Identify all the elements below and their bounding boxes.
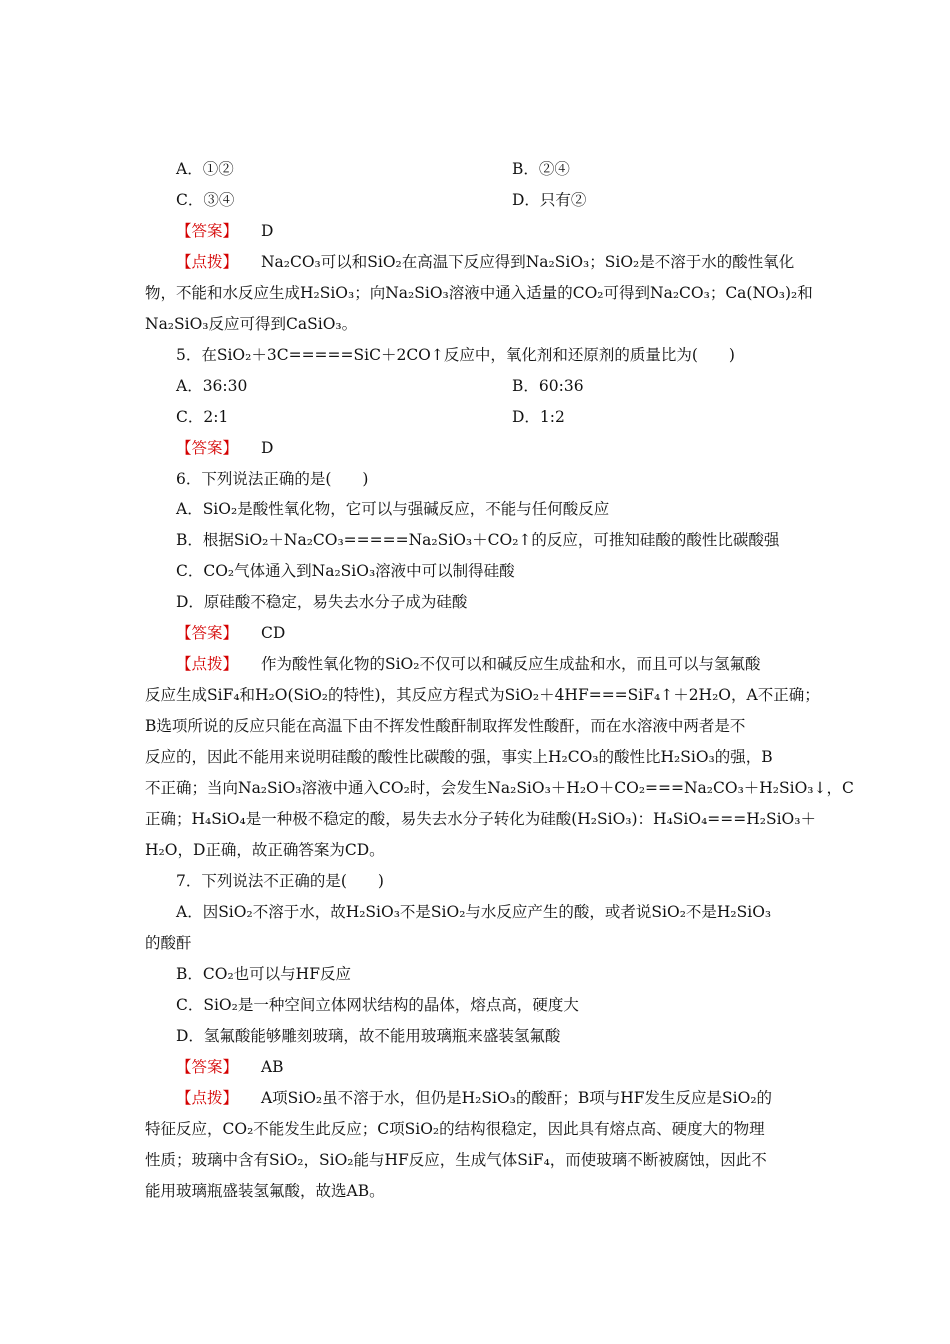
q7-hint-line-2: 特征反应，CO₂不能发生此反应；C项SiO₂的结构很稳定，因此具有熔点高、硬度大的物理 (145, 1120, 765, 1138)
q5-option-c: C．2:1 (176, 408, 229, 426)
answer-label: 【答案】 (176, 1058, 239, 1076)
hint-label: 【点拨】 (176, 253, 239, 271)
q7-hint-line-1 (176, 1087, 772, 1109)
hint-label: 【点拨】 (176, 1089, 239, 1107)
hint-text: Na₂CO₃可以和SiO₂在高温下反应得到Na₂SiO₃；SiO₂是不溶于水的酸性氧化 (260, 253, 795, 271)
answer-value: CD (260, 624, 286, 642)
q5-option-d: D．1:2 (512, 408, 565, 426)
q4-answer-row (176, 220, 273, 242)
q4-option-c: C．③④ (176, 191, 235, 209)
hint-label: 【点拨】 (176, 655, 239, 673)
q7-answer-row (176, 1056, 284, 1078)
q6-hint-line-2: 反应生成SiF₄和H₂O(SiO₂的特性)，其反应方程式为SiO₂＋4HF===SiF₄↑＋2H₂O，A不正确； (145, 686, 820, 704)
q6-hint-line-1 (176, 653, 760, 675)
q4-option-a: A．①② (176, 160, 234, 178)
hint-text: A项SiO₂虽不溶于水，但仍是H₂SiO₃的酸酐；B项与HF发生反应是SiO₂的 (260, 1089, 773, 1107)
q6-hint-line-6: 正确；H₄SiO₄是一种极不稳定的酸，易失去水分子转化为硅酸(H₂SiO₃)：H₄SiO₄===H₂SiO₃＋ (145, 810, 816, 828)
q7-option-a-line-2: 的酸酐 (145, 934, 192, 952)
answer-label: 【答案】 (176, 439, 239, 457)
q6-answer-row (176, 622, 285, 644)
q7-option-a-line-1: A．因SiO₂不溶于水，故H₂SiO₃不是SiO₂与水反应产生的酸，或者说SiO₂不是H₂SiO₃ (176, 903, 772, 921)
q7-option-d: D．氢氟酸能够雕刻玻璃，故不能用玻璃瓶来盛装氢氟酸 (176, 1027, 561, 1045)
q7-hint-line-3: 性质；玻璃中含有SiO₂，SiO₂能与HF反应，生成气体SiF₄，而使玻璃不断被腐蚀，因此不 (145, 1151, 767, 1169)
q6-stem: 6．下列说法正确的是( ) (176, 470, 369, 488)
answer-value: AB (260, 1058, 284, 1076)
hint-text: 作为酸性氧化物的SiO₂不仅可以和碱反应生成盐和水，而且可以与氢氟酸 (260, 655, 761, 673)
q6-hint-line-7: H₂O，D正确，故正确答案为CD。 (145, 841, 385, 859)
q7-option-c: C．SiO₂是一种空间立体网状结构的晶体，熔点高，硬度大 (176, 996, 579, 1014)
q6-option-c: C．CO₂气体通入到Na₂SiO₃溶液中可以制得硅酸 (176, 562, 515, 580)
q6-option-a: A．SiO₂是酸性氧化物，它可以与强碱反应，不能与任何酸反应 (176, 500, 610, 518)
answer-label: 【答案】 (176, 222, 239, 240)
q4-option-b: B．②④ (512, 160, 570, 178)
q6-hint-line-5: 不正确；当向Na₂SiO₃溶液中通入CO₂时，会发生Na₂SiO₃＋H₂O＋CO₂===Na₂CO₃＋H₂SiO₃↓，C (145, 779, 854, 797)
q6-option-d: D．原硅酸不稳定，易失去水分子成为硅酸 (176, 593, 468, 611)
answer-value: D (260, 439, 274, 457)
q7-hint-line-4: 能用玻璃瓶盛装氢氟酸，故选AB。 (145, 1182, 385, 1200)
q5-option-b: B．60:36 (512, 377, 584, 395)
q6-option-b: B．根据SiO₂＋Na₂CO₃=====Na₂SiO₃＋CO₂↑的反应，可推知硅酸的酸性比碳酸强 (176, 531, 780, 549)
answer-label: 【答案】 (176, 624, 239, 642)
q4-option-d: D．只有② (512, 191, 587, 209)
q5-option-a: A．36:30 (176, 377, 248, 395)
q6-hint-line-4: 反应的，因此不能用来说明硅酸的酸性比碳酸的强，事实上H₂CO₃的酸性比H₂SiO₃的强，B (145, 748, 773, 766)
q4-hint-line-3: Na₂SiO₃反应可得到CaSiO₃。 (145, 315, 358, 333)
q4-hint-line-1 (176, 251, 794, 273)
answer-value: D (260, 222, 274, 240)
q6-hint-line-3: B选项所说的反应只能在高温下由不挥发性酸酐制取挥发性酸酐，而在水溶液中两者是不 (145, 717, 746, 735)
q5-stem: 5．在SiO₂＋3C=====SiC＋2CO↑反应中，氧化剂和还原剂的质量比为( ) (176, 346, 735, 364)
q4-hint-line-2: 物，不能和水反应生成H₂SiO₃；向Na₂SiO₃溶液中通入适量的CO₂可得到Na₂CO₃；Ca(NO₃)₂和 (145, 284, 813, 302)
q7-option-b: B．CO₂也可以与HF反应 (176, 965, 351, 983)
q7-stem: 7．下列说法不正确的是( ) (176, 872, 384, 890)
q5-answer-row (176, 437, 273, 459)
